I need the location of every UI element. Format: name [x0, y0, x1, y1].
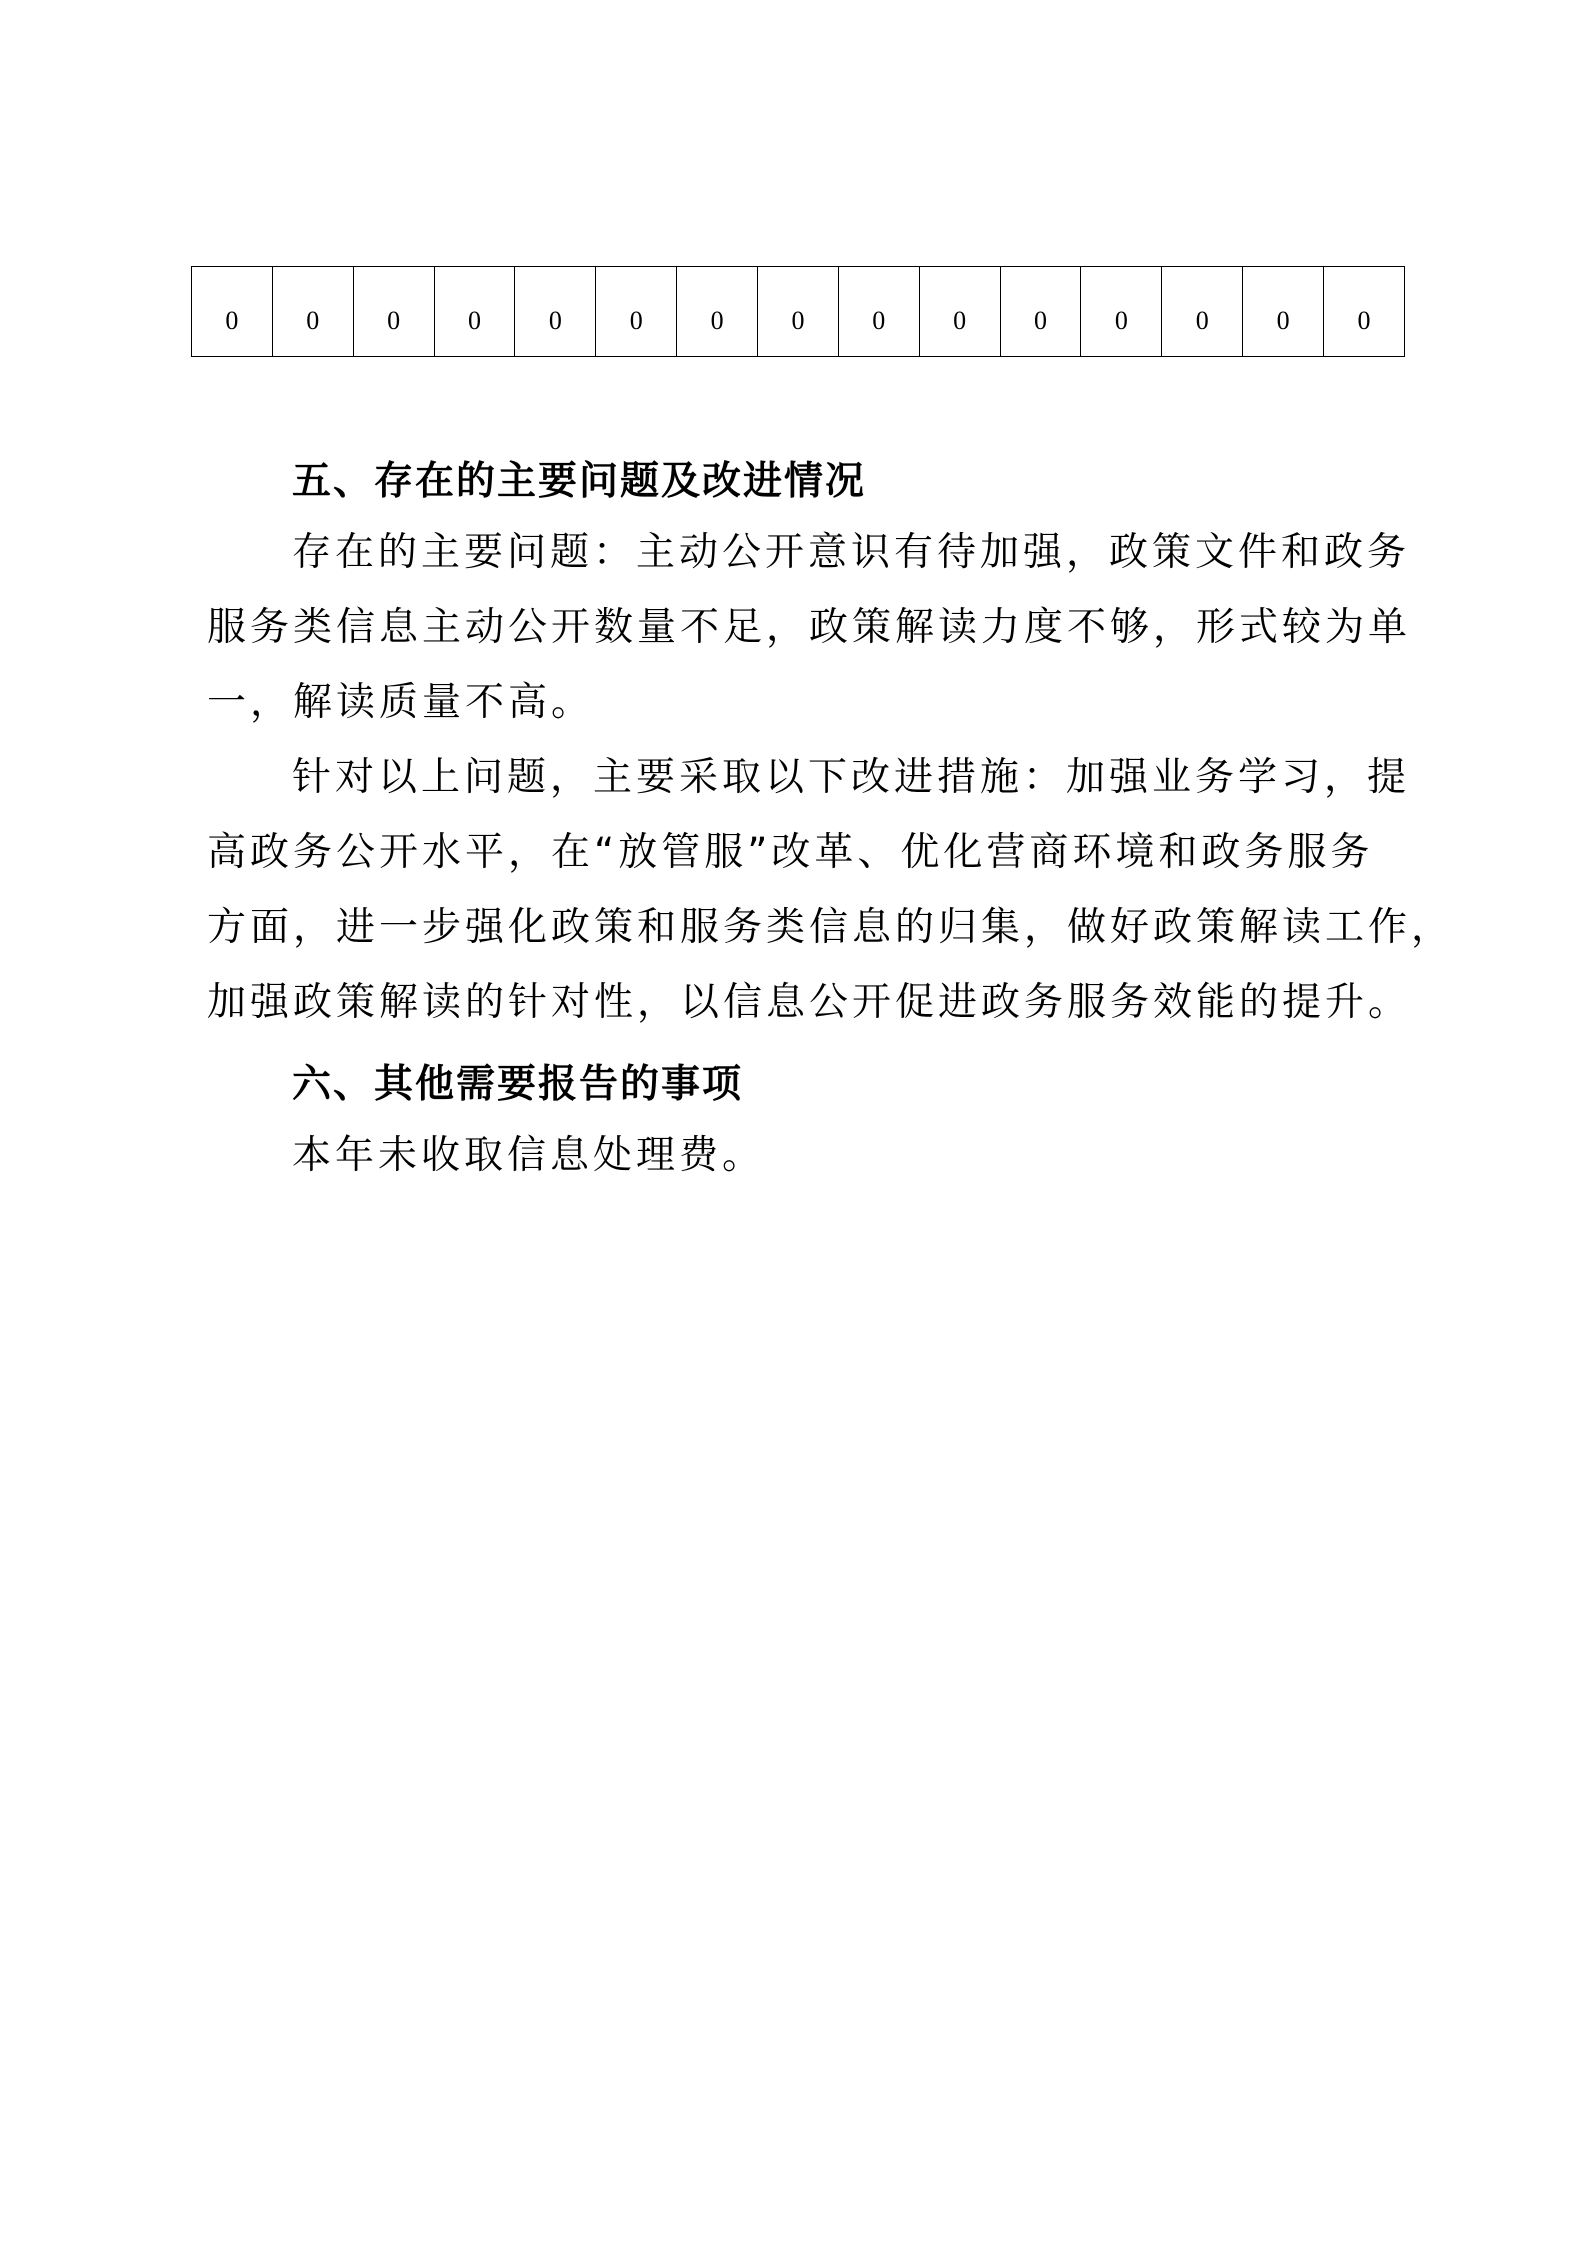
- paragraph-line: 本年未收取信息处理费。: [292, 1133, 766, 1178]
- table-cell: 0: [272, 267, 353, 357]
- table-cell: 0: [596, 267, 677, 357]
- section-5-heading: 五、存在的主要问题及改进情况: [292, 459, 867, 504]
- table-cell: 0: [1243, 267, 1324, 357]
- paragraph-line: 针对以上问题，主要采取以下改进措施：加强业务学习，提: [292, 755, 1411, 800]
- section-5-measures-paragraph: [207, 740, 1455, 1040]
- table-cell: 0: [838, 267, 919, 357]
- table-cell: 0: [192, 267, 273, 357]
- section-6-heading: 六、其他需要报告的事项: [292, 1062, 744, 1107]
- table-cell: 0: [434, 267, 515, 357]
- table-cell: 0: [677, 267, 758, 357]
- paragraph-line: 加强政策解读的针对性，以信息公开促进政务服务效能的提升。: [207, 980, 1412, 1025]
- table-cell: 0: [1324, 267, 1405, 357]
- section-6-paragraph: [207, 1118, 1392, 1193]
- table-cell: 0: [353, 267, 434, 357]
- paragraph-line: 方面，进一步强化政策和服务类信息的归集，做好政策解读工作，: [207, 905, 1455, 950]
- table-cell: 0: [1081, 267, 1162, 357]
- paragraph-line: 服务类信息主动公开数量不足，政策解读力度不够，形式较为单: [207, 605, 1412, 650]
- paragraph-line: 存在的主要问题：主动公开意识有待加强，政策文件和政务: [292, 530, 1411, 575]
- paragraph-line: 高政务公开水平，在“放管服”改革、优化营商环境和政务服务: [207, 830, 1374, 875]
- table-cell: 0: [1000, 267, 1081, 357]
- table-cell: 0: [919, 267, 1000, 357]
- table-cell: 0: [1162, 267, 1243, 357]
- table-cell: 0: [758, 267, 839, 357]
- table-row: [192, 267, 1405, 357]
- statistics-table: [191, 266, 1405, 357]
- table-cell: 0: [515, 267, 596, 357]
- paragraph-line: 一，解读质量不高。: [207, 680, 595, 725]
- section-5-problems-paragraph: [207, 515, 1412, 740]
